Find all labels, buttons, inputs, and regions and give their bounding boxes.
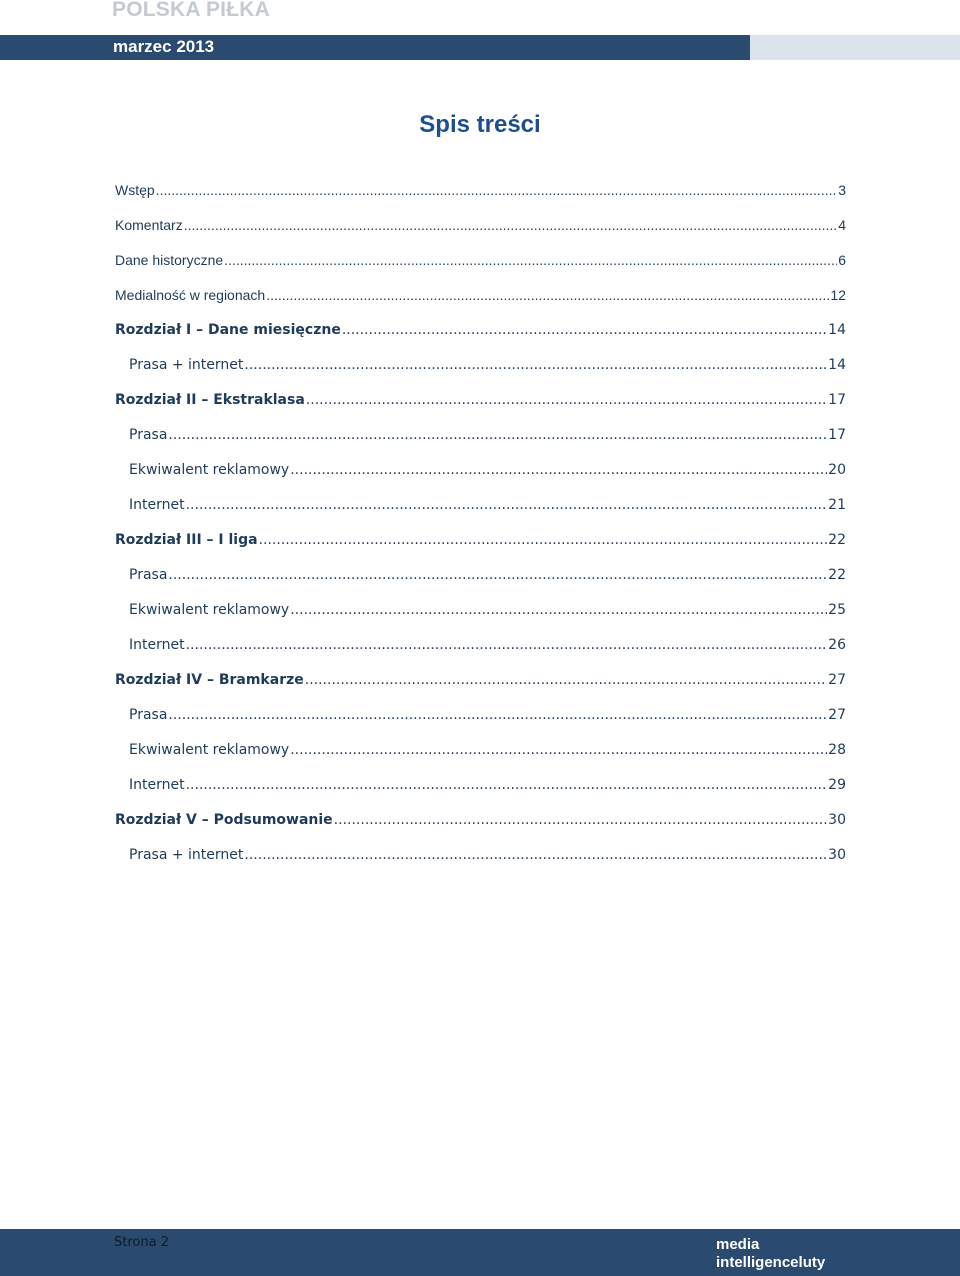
toc-entry-page: 14 bbox=[828, 357, 846, 373]
toc-entry-label: Medialność w regionach bbox=[115, 287, 266, 303]
toc-entry[interactable] bbox=[115, 707, 846, 742]
brand-logo-text bbox=[716, 1236, 825, 1272]
toc-leader-dots bbox=[342, 322, 827, 338]
publication-title: POLSKA PIŁKA bbox=[112, 0, 270, 21]
toc-entry-page: 27 bbox=[828, 672, 846, 688]
toc-entry-label: Prasa bbox=[129, 567, 168, 583]
toc-leader-dots bbox=[334, 812, 828, 828]
toc-entry-label: Rozdział II – Ekstraklasa bbox=[115, 392, 305, 408]
toc-leader-dots bbox=[168, 567, 827, 583]
toc-entry-label: Prasa + internet bbox=[129, 357, 244, 373]
toc-leader-dots bbox=[259, 532, 828, 548]
toc-entry[interactable] bbox=[115, 567, 846, 602]
toc-entry[interactable] bbox=[115, 217, 846, 252]
page-number: Strona 2 bbox=[114, 1235, 169, 1250]
toc-leader-dots bbox=[305, 672, 827, 688]
toc-entry[interactable] bbox=[115, 602, 846, 637]
toc-entry-page: 25 bbox=[828, 602, 846, 618]
toc-entry-page: 30 bbox=[828, 847, 846, 863]
toc-entry-label: Rozdział IV – Bramkarze bbox=[115, 672, 304, 688]
toc-entry-label: Ekwiwalent reklamowy bbox=[129, 742, 290, 758]
toc-entry-label: Internet bbox=[129, 637, 185, 653]
toc-entry-page: 21 bbox=[828, 497, 846, 513]
brand-line-2: intelligenceluty bbox=[716, 1254, 826, 1271]
toc-entry-page: 6 bbox=[838, 252, 846, 268]
toc-entry-page: 17 bbox=[828, 427, 846, 443]
toc-leader-dots bbox=[244, 357, 827, 373]
toc-entry-page: 20 bbox=[828, 462, 846, 478]
toc-entry[interactable] bbox=[115, 532, 846, 567]
toc-entry[interactable] bbox=[115, 742, 846, 777]
toc-leader-dots bbox=[168, 707, 827, 723]
toc-entry-label: Wstęp bbox=[115, 182, 155, 198]
toc-entry[interactable] bbox=[115, 392, 846, 427]
table-of-contents bbox=[115, 182, 846, 882]
header-bar-accent bbox=[750, 35, 960, 60]
toc-entry[interactable] bbox=[115, 427, 846, 462]
toc-leader-dots bbox=[186, 497, 828, 513]
toc-entry[interactable] bbox=[115, 322, 846, 357]
toc-entry-label: Ekwiwalent reklamowy bbox=[129, 462, 290, 478]
toc-entry-page: 29 bbox=[828, 777, 846, 793]
toc-leader-dots bbox=[290, 742, 827, 758]
toc-entry[interactable] bbox=[115, 847, 846, 882]
toc-leader-dots bbox=[156, 182, 838, 198]
toc-entry-label: Internet bbox=[129, 497, 185, 513]
toc-entry[interactable] bbox=[115, 182, 846, 217]
toc-leader-dots bbox=[186, 637, 828, 653]
toc-entry[interactable] bbox=[115, 357, 846, 392]
toc-entry-label: Prasa bbox=[129, 427, 168, 443]
toc-entry-page: 12 bbox=[830, 287, 846, 303]
toc-entry-page: 27 bbox=[828, 707, 846, 723]
publication-date: marzec 2013 bbox=[113, 37, 215, 56]
toc-entry-page: 17 bbox=[828, 392, 846, 408]
toc-entry-label: Prasa bbox=[129, 707, 168, 723]
toc-entry[interactable] bbox=[115, 497, 846, 532]
toc-leader-dots bbox=[306, 392, 827, 408]
toc-entry-page: 14 bbox=[828, 322, 846, 338]
toc-entry-label: Rozdział I – Dane miesięczne bbox=[115, 322, 341, 338]
toc-entry-page: 22 bbox=[828, 532, 846, 548]
toc-leader-dots bbox=[186, 777, 828, 793]
toc-entry[interactable] bbox=[115, 812, 846, 847]
toc-entry[interactable] bbox=[115, 252, 846, 287]
toc-leader-dots bbox=[244, 847, 827, 863]
toc-entry-page: 22 bbox=[828, 567, 846, 583]
toc-entry-page: 3 bbox=[838, 182, 846, 198]
toc-entry[interactable] bbox=[115, 462, 846, 497]
toc-entry-label: Ekwiwalent reklamowy bbox=[129, 602, 290, 618]
toc-leader-dots bbox=[290, 462, 827, 478]
toc-entry[interactable] bbox=[115, 287, 846, 322]
toc-entry-label: Internet bbox=[129, 777, 185, 793]
toc-entry-page: 28 bbox=[828, 742, 846, 758]
toc-entry[interactable] bbox=[115, 672, 846, 707]
toc-entry-page: 26 bbox=[828, 637, 846, 653]
toc-entry-label: Prasa + internet bbox=[129, 847, 244, 863]
toc-leader-dots bbox=[168, 427, 827, 443]
toc-leader-dots bbox=[224, 252, 837, 268]
toc-entry-page: 4 bbox=[838, 217, 846, 233]
toc-entry-page: 30 bbox=[828, 812, 846, 828]
toc-leader-dots bbox=[266, 287, 829, 303]
toc-entry[interactable] bbox=[115, 637, 846, 672]
toc-entry-label: Rozdział III – I liga bbox=[115, 532, 258, 548]
toc-entry-label: Rozdział V – Podsumowanie bbox=[115, 812, 333, 828]
toc-leader-dots bbox=[290, 602, 827, 618]
toc-entry-label: Komentarz bbox=[115, 217, 183, 233]
toc-entry[interactable] bbox=[115, 777, 846, 812]
toc-entry-label: Dane historyczne bbox=[115, 252, 224, 268]
toc-leader-dots bbox=[184, 217, 838, 233]
toc-heading: Spis treści bbox=[419, 111, 541, 138]
brand-line-1: media bbox=[716, 1236, 760, 1253]
